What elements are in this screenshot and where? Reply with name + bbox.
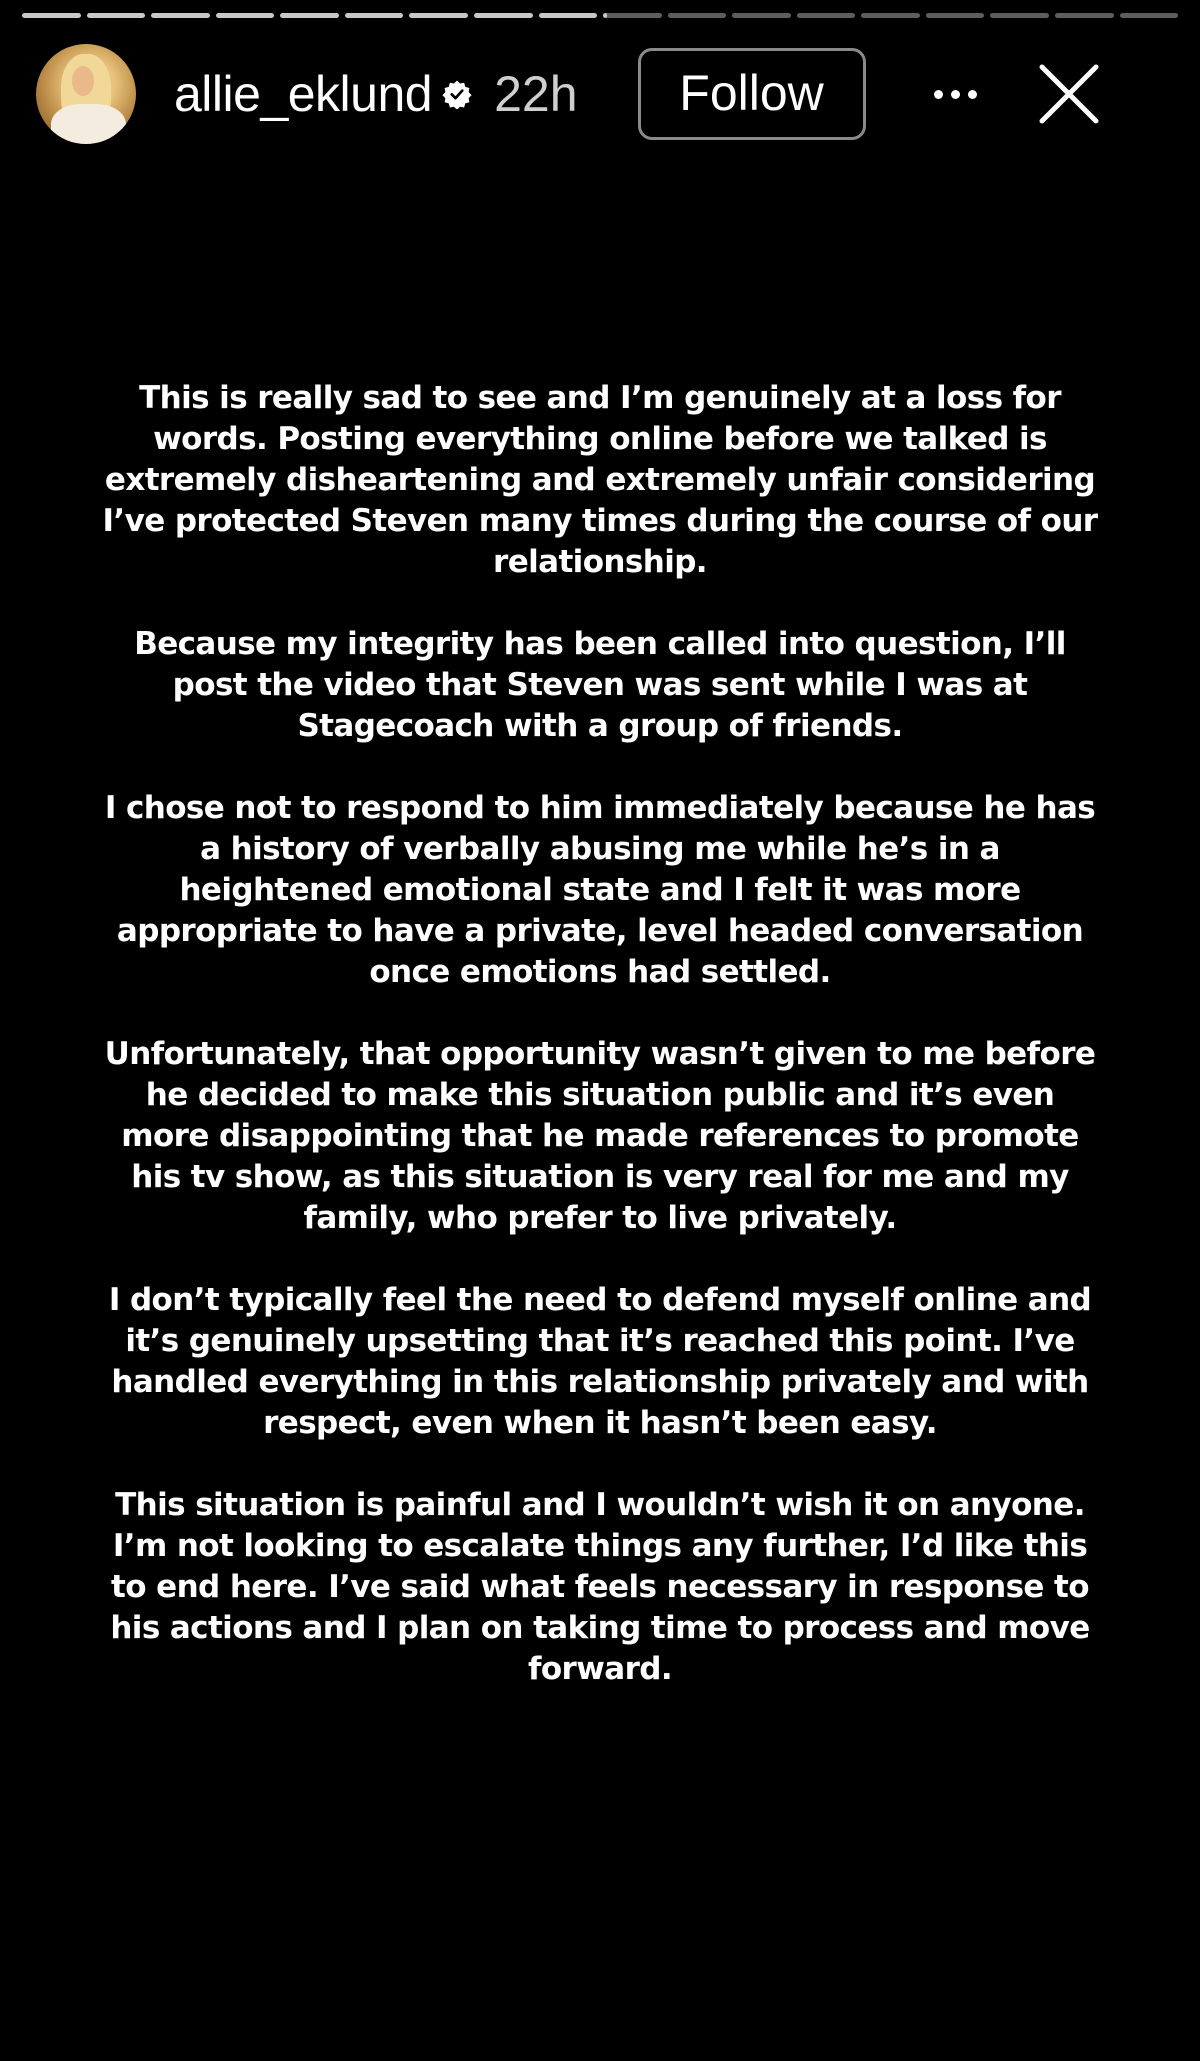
story-paragraph: Because my integrity has been called into question, I’ll post the video that Steven was sent while I was at Stagecoach with a group of friends. [134,626,1066,744]
story-progress-segment [668,13,727,18]
story-text-body [100,378,1100,1731]
story-progress-fill [216,13,275,18]
story-progress-fill [474,13,533,18]
avatar[interactable] [36,44,136,144]
story-progress-fill [345,13,404,18]
story-progress-segment [603,13,662,18]
follow-button[interactable]: Follow [638,48,866,140]
close-icon[interactable] [1036,61,1102,127]
story-progress-segment [280,13,339,18]
post-time: 22h [494,66,578,122]
avatar-shirt-shape [51,104,126,144]
story-progress-segment [345,13,404,18]
story-progress-fill [87,13,146,18]
story-progress-segment [409,13,468,18]
story-progress-segment [1120,13,1179,18]
story-paragraph: This situation is painful and I wouldn’t wish it on anyone. I’m not looking to escalate things any further, I’d like this to end here. I’ve said what feels necessary in response to his actions and I plan on taking time to process and move forward. [110,1487,1090,1687]
story-progress-segment [926,13,985,18]
username-link[interactable]: allie_eklund [174,66,433,122]
story-header [36,44,1176,144]
story-progress-fill [22,13,81,18]
story-progress-segment [216,13,275,18]
story-progress-bar [22,13,1178,19]
story-paragraph: I don’t typically feel the need to defend myself online and it’s genuinely upsetting that it’s reached this point. I’ve handled everything in this relationship privately and with respect, even when it hasn’t been easy. [108,1282,1092,1441]
story-progress-fill [151,13,210,18]
story-paragraph: This is really sad to see and I’m genuinely at a loss for words. Posting everything online before we talked is extremely disheartening and extremely unfair considering I’ve protected Steven many times during the course of our relationship. [102,380,1098,580]
more-horizontal-icon-dot [951,90,960,99]
avatar-face-shape [72,66,94,96]
story-progress-fill [280,13,339,18]
more-horizontal-icon-dot [934,90,943,99]
story-progress-fill [603,13,607,18]
story-progress-segment [861,13,920,18]
story-progress-segment [474,13,533,18]
story-progress-segment [797,13,856,18]
story-progress-segment [1055,13,1114,18]
story-paragraph: I chose not to respond to him immediately because he has a history of verbally abusing me while he’s in a heightened emotional state and I felt it was more appropriate to have a private, level headed conversation once emotions had settled. [104,790,1096,990]
story-progress-segment [539,13,598,18]
story-progress-segment [151,13,210,18]
story-progress-segment [990,13,1049,18]
story-progress-segment [87,13,146,18]
more-horizontal-icon-dot [968,90,977,99]
story-progress-fill [409,13,468,18]
more-options-button[interactable] [926,64,986,124]
story-progress-fill [539,13,598,18]
story-progress-segment [732,13,791,18]
verified-badge-icon [442,79,472,109]
story-paragraph: Unfortunately, that opportunity wasn’t given to me before he decided to make this situation public and it’s even more disappointing that he made references to promote his tv show, as this situation is very real for me and my family, who prefer to live privately. [104,1036,1096,1236]
story-progress-segment [22,13,81,18]
